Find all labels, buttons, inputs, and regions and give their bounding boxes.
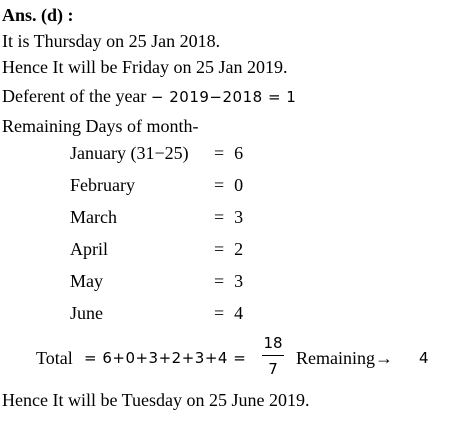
fraction-denominator: 7	[268, 360, 278, 378]
month-value: = 4	[214, 303, 244, 323]
month-name: June	[70, 303, 103, 323]
total-equation	[36, 332, 436, 384]
month-row-june	[70, 301, 370, 325]
month-value: = 2	[214, 239, 244, 259]
month-value: = 6	[214, 143, 244, 163]
fraction-numerator: 18	[263, 334, 283, 352]
month-row-april	[70, 237, 370, 261]
month-row-february	[70, 173, 370, 197]
month-value: = 3	[214, 271, 244, 291]
month-value: = 3	[214, 207, 244, 227]
statement-line-2: Hence It will be Friday on 25 Jan 2019.	[2, 57, 288, 77]
fraction	[262, 332, 284, 381]
conclusion: Hence It will be Tuesday on 25 June 2019.	[2, 390, 310, 410]
year-difference-math: − 2019−2018 = 1	[150, 88, 297, 106]
month-row-january	[70, 141, 370, 165]
month-name: February	[70, 175, 135, 195]
month-row-march	[70, 205, 370, 229]
month-name: March	[70, 207, 117, 227]
month-name: May	[70, 271, 103, 291]
total-expression: = 6+0+3+2+3+4 =	[84, 349, 247, 367]
total-label: Total	[36, 348, 73, 368]
statement-line-1: It is Thursday on 25 Jan 2018.	[2, 31, 221, 51]
month-name: January (31−25)	[70, 143, 189, 163]
month-value: = 0	[214, 175, 244, 195]
answer-label: Ans. (d) :	[2, 5, 74, 25]
remaining-value: 4	[419, 349, 430, 367]
month-name: April	[70, 239, 108, 259]
fraction-bar	[262, 355, 284, 356]
year-difference-label: Deferent of the year	[2, 86, 147, 106]
remaining-label: Remaining→	[296, 348, 393, 368]
statement-line-3	[2, 85, 296, 108]
month-row-may	[70, 269, 370, 293]
statement-line-4: Remaining Days of month-	[2, 116, 199, 136]
